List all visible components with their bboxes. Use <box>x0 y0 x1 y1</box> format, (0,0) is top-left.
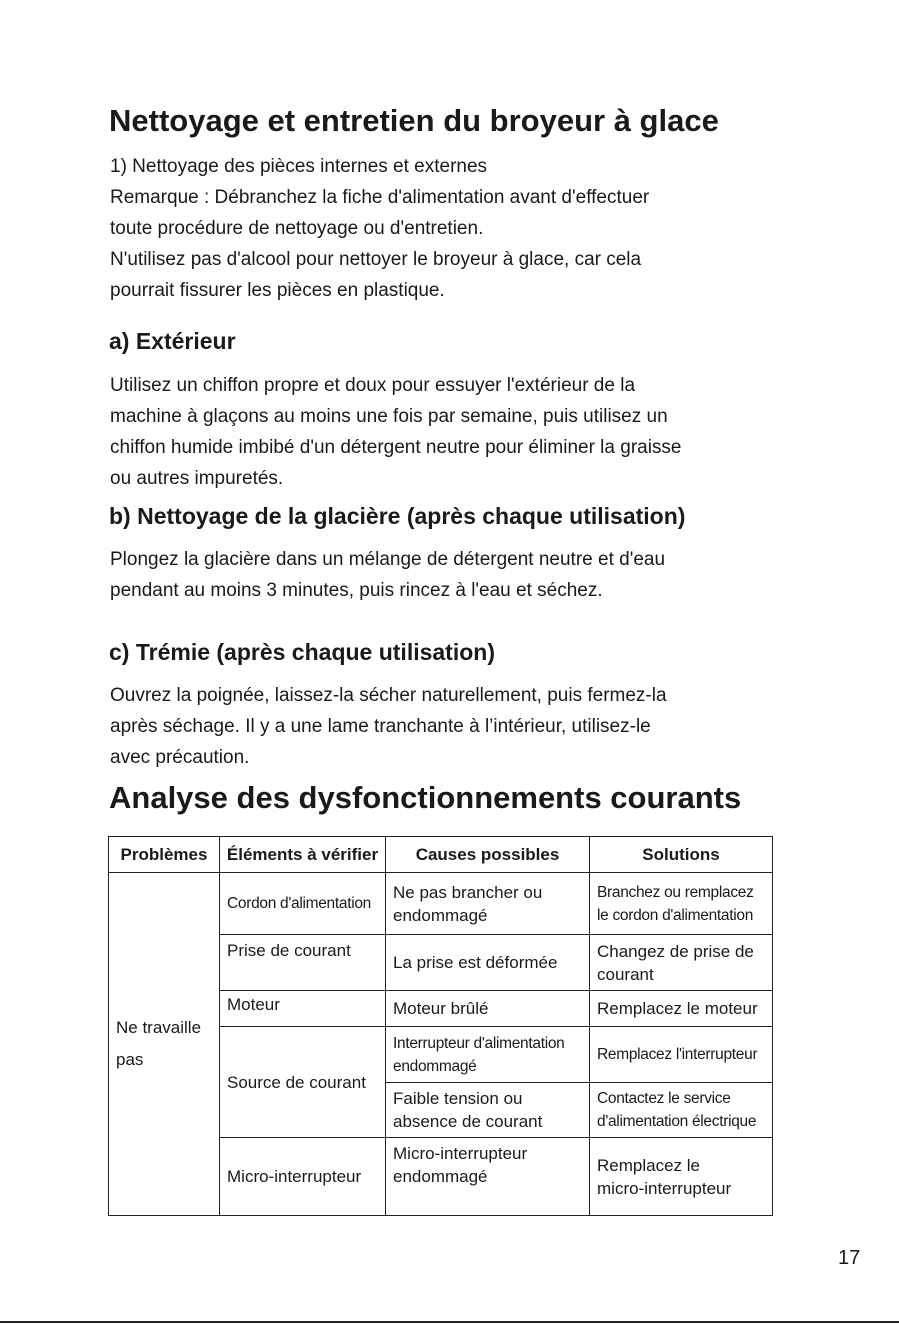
cause-line: absence de courant <box>393 1112 543 1131</box>
intro-line: N'utilisez pas d'alcool pour nettoyer le broyeur à glace, car cela <box>110 249 642 270</box>
section-b-heading: b) Nettoyage de la glacière (après chaque utilisation) <box>109 503 686 529</box>
section-b-paragraph <box>110 544 665 606</box>
section-b-line: pendant au moins 3 minutes, puis rincez à l'eau et séchez. <box>110 580 603 601</box>
troubleshooting-table <box>108 836 773 1216</box>
solution-line: courant <box>597 964 654 984</box>
cause-line: Interrupteur d'alimentation <box>393 1034 565 1052</box>
section-a-line: machine à glaçons au moins une fois par semaine, puis utilisez un <box>110 406 668 427</box>
solution-line: micro-interrupteur <box>597 1178 732 1198</box>
section-a-heading: a) Extérieur <box>109 328 236 354</box>
solution-cell <box>590 935 773 991</box>
element-cell: Cordon d'alimentation <box>220 873 386 935</box>
solution-line: Contactez le service <box>597 1090 731 1107</box>
cause-cell <box>386 991 590 1027</box>
solution-line: Changez de prise de <box>597 941 754 961</box>
cause-line: endommagé <box>393 1167 488 1186</box>
intro-line: Remarque : Débranchez la fiche d'alimentation avant d'effectuer <box>110 187 650 208</box>
cause-line: Moteur brûlé <box>393 999 489 1018</box>
solution-line: Remplacez l'interrupteur <box>597 1046 758 1063</box>
section-a-line: Utilisez un chiffon propre et doux pour essuyer l'extérieur de la <box>110 375 636 396</box>
problem-cell <box>109 873 220 1216</box>
section-a-paragraph <box>110 370 682 494</box>
cause-line: Faible tension ou <box>393 1089 523 1108</box>
element-cell: Source de courant <box>220 1027 386 1138</box>
section-a-line: ou autres impuretés. <box>110 468 284 489</box>
cause-cell <box>386 873 590 935</box>
table-row <box>109 873 773 935</box>
page-title: Nettoyage et entretien du broyeur à glace <box>109 103 719 138</box>
solution-line: Remplacez le <box>597 1155 700 1175</box>
element-cell: Prise de courant <box>220 935 386 991</box>
cause-line: La prise est déformée <box>393 953 558 972</box>
cause-line: Ne pas brancher ou <box>393 882 543 902</box>
cause-line: endommagé <box>393 905 488 925</box>
solution-cell <box>590 1138 773 1216</box>
section-c-line: Ouvrez la poignée, laissez-la sécher naturellement, puis fermez-la <box>110 685 667 706</box>
element-cell: Micro-interrupteur <box>220 1138 386 1216</box>
cause-cell <box>386 1027 590 1083</box>
table-header-row <box>109 837 773 873</box>
solution-line: le cordon d'alimentation <box>597 906 754 924</box>
section-b-line: Plongez la glacière dans un mélange de détergent neutre et d'eau <box>110 549 666 570</box>
page-number: 17 <box>838 1247 861 1269</box>
header-causes: Causes possibles <box>386 837 590 873</box>
header-solutions: Solutions <box>590 837 773 873</box>
section-c-heading: c) Trémie (après chaque utilisation) <box>109 639 495 665</box>
problem-line: Ne travaille <box>116 1018 202 1037</box>
header-problems: Problèmes <box>109 837 220 873</box>
intro-line: pourrait fissurer les pièces en plastique. <box>110 280 445 301</box>
solution-cell <box>590 1027 773 1083</box>
cause-cell <box>386 935 590 991</box>
element-cell: Moteur <box>220 991 386 1027</box>
cause-cell <box>386 1138 590 1216</box>
solution-cell <box>590 1083 773 1138</box>
solution-cell <box>590 873 773 935</box>
cause-line: Micro-interrupteur <box>393 1144 528 1163</box>
solution-line: Remplacez le moteur <box>597 999 758 1018</box>
solution-cell <box>590 991 773 1027</box>
cause-line: endommagé <box>393 1057 477 1075</box>
cause-cell <box>386 1083 590 1138</box>
solution-line: Branchez ou remplacez <box>597 883 754 901</box>
bottom-rule <box>0 1321 899 1323</box>
section-c-paragraph <box>110 680 667 773</box>
section-c-line: avec précaution. <box>110 747 250 768</box>
troubleshooting-title: Analyse des dysfonctionnements courants <box>109 780 742 815</box>
solution-line: d'alimentation électrique <box>597 1113 757 1130</box>
intro-line: 1) Nettoyage des pièces internes et externes <box>110 156 488 177</box>
section-a-line: chiffon humide imbibé d'un détergent neutre pour éliminer la graisse <box>110 437 682 458</box>
intro-paragraph <box>110 151 649 306</box>
intro-line: toute procédure de nettoyage ou d'entretien. <box>110 218 484 239</box>
section-c-line: après séchage. Il y a une lame tranchante à l’intérieur, utilisez-le <box>110 716 651 737</box>
problem-line: pas <box>116 1050 144 1069</box>
header-elements: Éléments à vérifier <box>220 837 386 873</box>
